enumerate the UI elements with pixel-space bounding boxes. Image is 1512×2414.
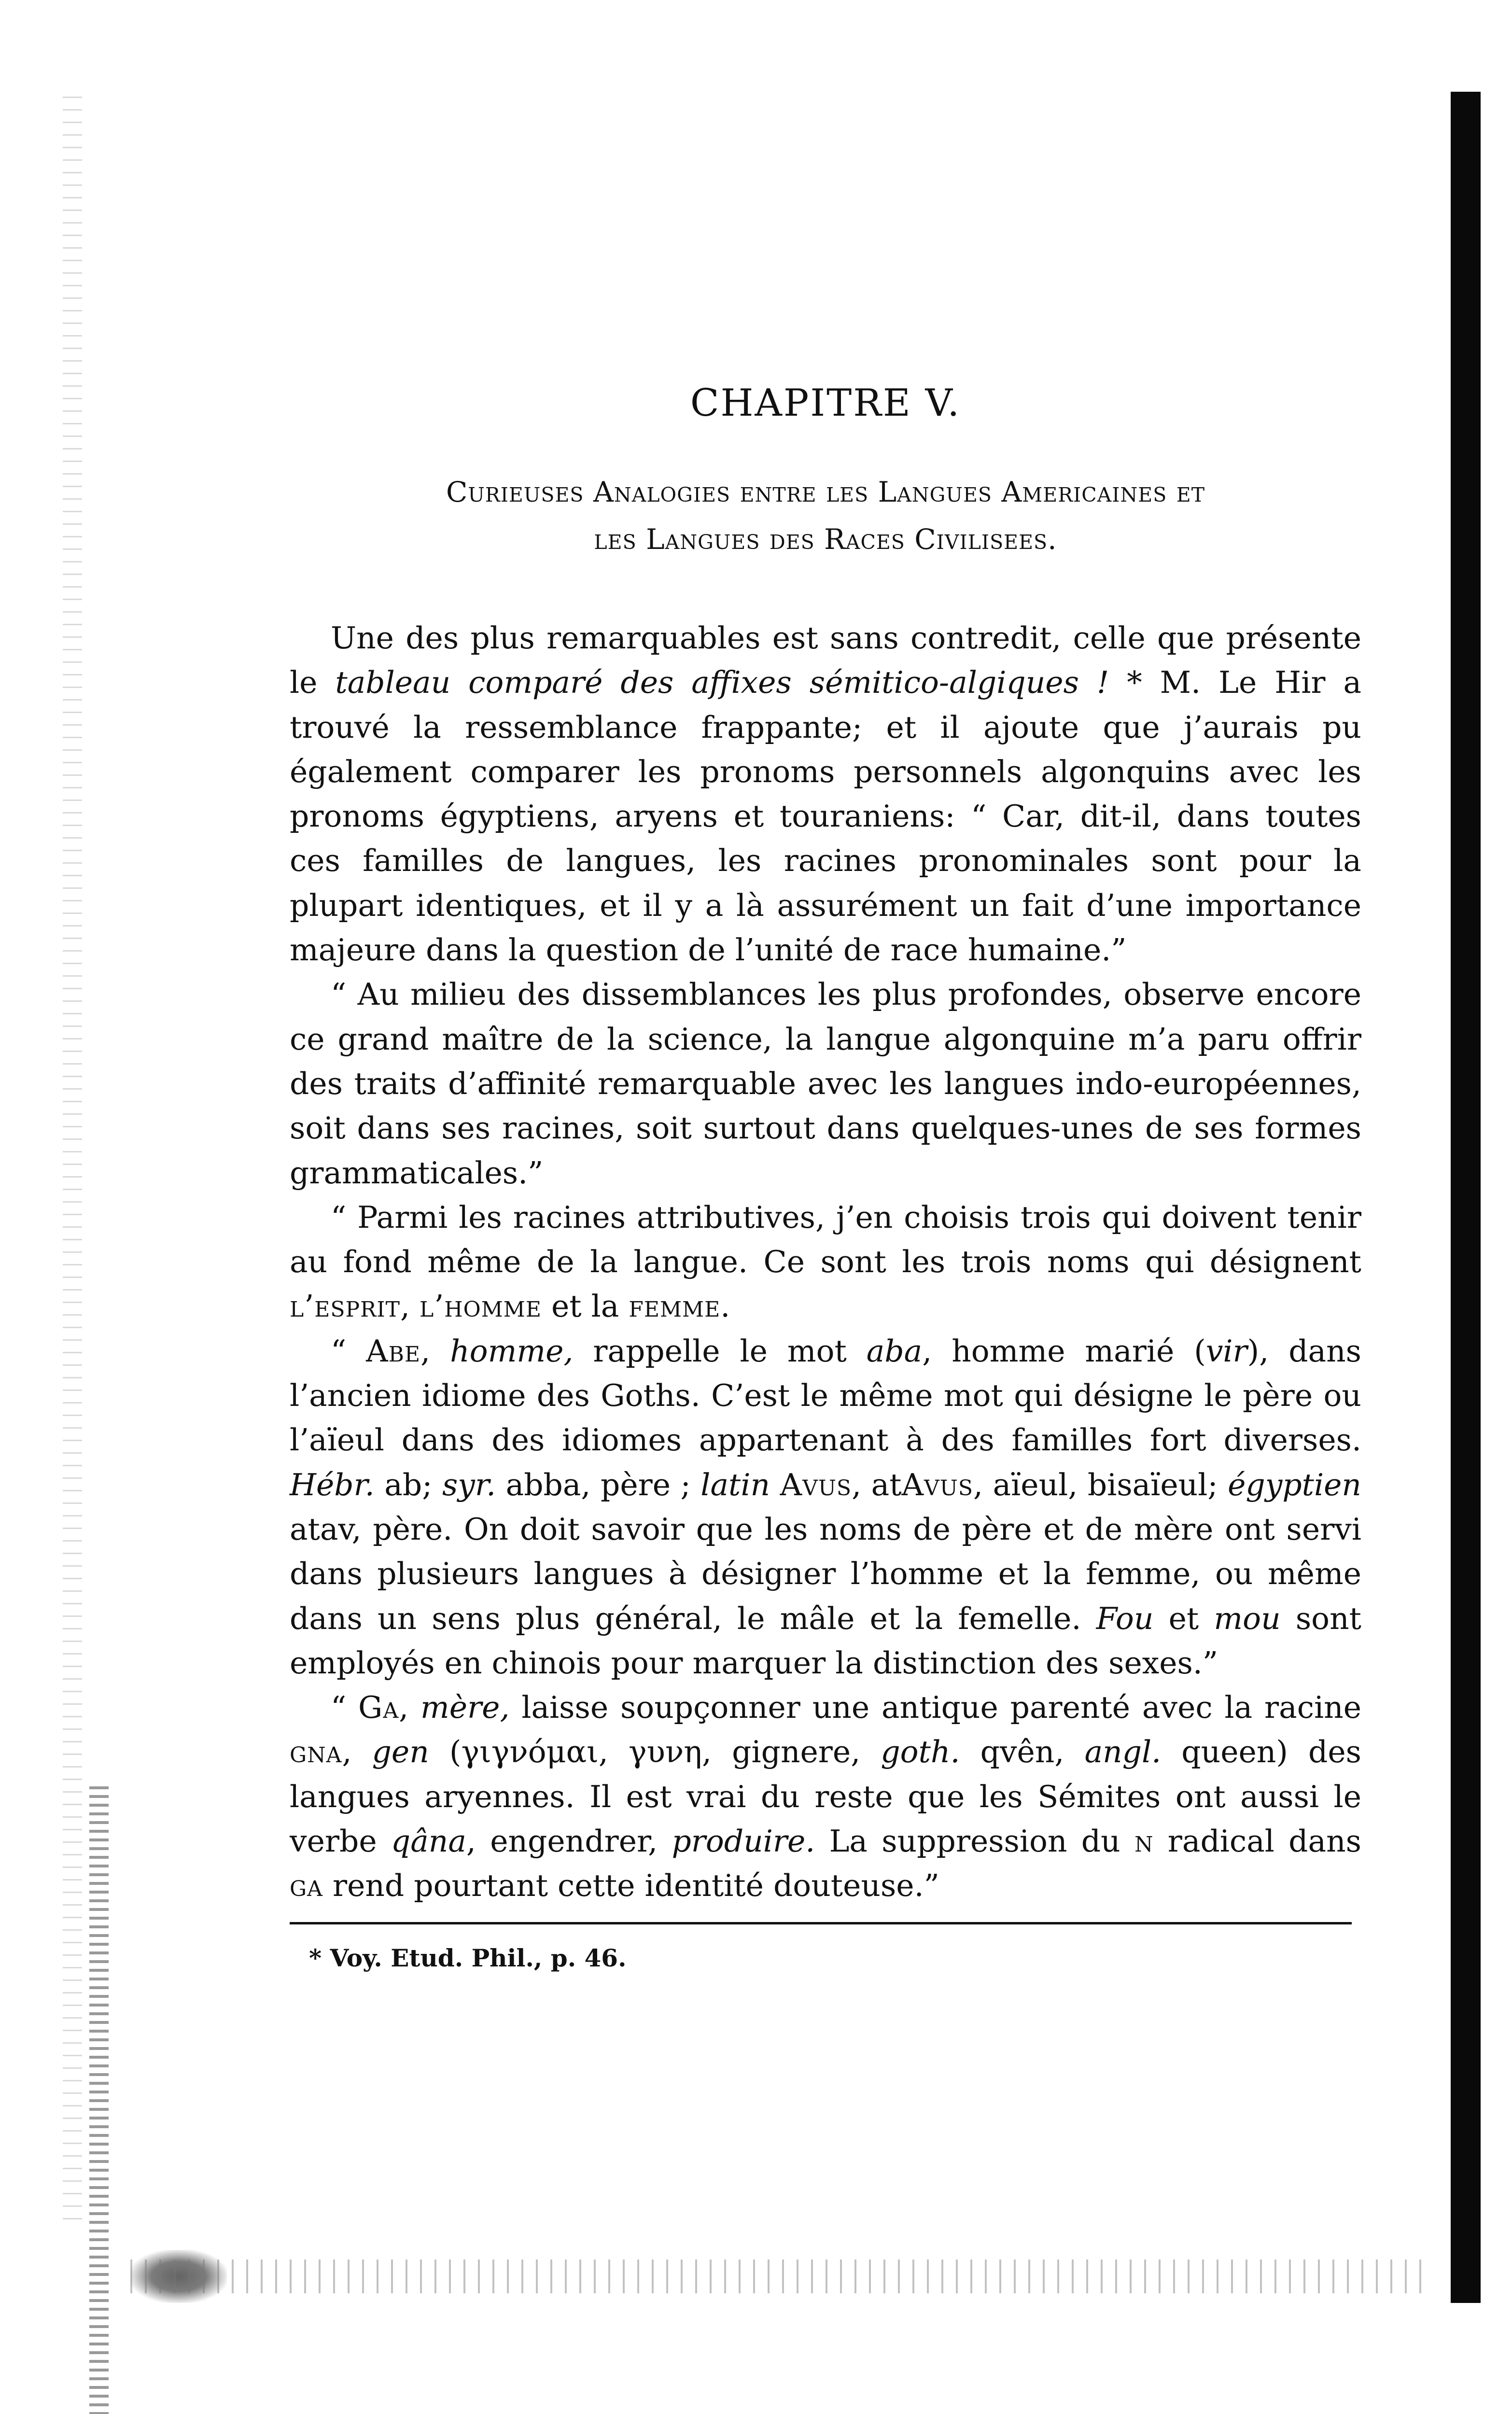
chapter-subtitle [290,468,1361,563]
text-run: “ [331,1690,359,1726]
text-run: ), dans l’ancien idiome des Goths. C’est le même mot qui désigne le père ou l’aïeul dans des idiomes appartenant à des familles fort diverses. [290,1333,1362,1458]
text-run: . [720,1289,730,1324]
footnote-rule [290,1922,1352,1924]
emphasis: latin [700,1467,770,1502]
small-caps: Ga [358,1690,399,1726]
text-run: , engendrer, [466,1824,672,1859]
small-caps: Abe [366,1333,421,1369]
small-caps: gna [290,1734,342,1770]
small-caps: Avus [901,1467,974,1502]
text-run: * M. Le Hir a trouvé la ressemblance frappante; et il ajoute que j’aurais pu également comparer les pronoms personnels algonquins avec les pronoms égyptiens, aryens et touraniens: “ Car, dit-il, dans toutes ces familles de langues, les racines pronominales sont pour la plupart identiques, et il y a là assurément un fait d’une importance majeure dans la question de l’unité de race humaine.” [290,665,1362,968]
text-run: queen) des langues aryennes. Il est vrai du reste que les Sémites ont aussi le verbe [290,1734,1361,1859]
text-run: sont employés en chinois pour marquer la distinction des sexes.” [290,1600,1361,1681]
small-caps: femme [629,1289,721,1324]
text-run: La suppression du [815,1824,1134,1859]
paragraph-1 [290,616,1361,972]
text-run: , homme marié ( [922,1333,1206,1369]
emphasis: mère, [420,1690,510,1726]
subtitle-line-1: Curieuses Analogies entre les Langues Americaines et [446,476,1205,508]
text-run [770,1467,780,1502]
paragraph-5 [290,1685,1361,1908]
text-run: abba, père ; [496,1467,701,1502]
text-run: “ Parmi les racines attributives, j’en choisis trois qui doivent tenir au fond même de la langue. Ce sont les trois noms qui désignent [290,1199,1361,1280]
text-run: et [1153,1600,1214,1636]
text-run: (γιγνόμαι, γυνη, gignere, [429,1734,881,1770]
emphasis: angl. [1084,1734,1162,1770]
emphasis: gen [372,1734,429,1770]
chapter-title: CHAPITRE V. [690,381,961,425]
text-run: radical dans [1153,1824,1361,1859]
text-run: rend pourtant cette identité douteuse.” [322,1868,939,1904]
text-run: , [399,1690,421,1726]
emphasis: qâna [391,1824,466,1859]
emphasis: goth. [881,1734,960,1770]
emphasis: mou [1214,1600,1281,1636]
emphasis: égyptien [1228,1467,1361,1502]
emphasis: tableau comparé des affixes sémitico-algiques ! [335,665,1109,701]
text-run: Une des plus remarquables est sans contredit, celle que présente le [290,620,1361,701]
subtitle-line-2: les Langues des Races Civilisees. [594,523,1057,556]
text-run: qvên, [960,1734,1085,1770]
small-caps: l’esprit [290,1289,400,1324]
binding-noise-dark [89,1786,109,2414]
emphasis: Fou [1096,1600,1154,1636]
small-caps: l’homme [420,1289,542,1324]
emphasis: Hébr. [290,1467,375,1502]
page-content [290,381,1361,1972]
text-run: , [420,1333,450,1369]
text-run: , at [852,1467,902,1502]
emphasis: aba [866,1333,923,1369]
small-caps: n [1134,1824,1154,1859]
paragraph-4 [290,1329,1361,1685]
small-caps: Avus [780,1467,852,1502]
emphasis: syr. [442,1467,496,1502]
footnote: * Voy. Etud. Phil., p. 46. [309,1943,627,1972]
text-run: rappelle le mot [573,1333,867,1369]
paragraph-3 [290,1195,1361,1329]
text-run: et la [541,1289,629,1324]
emphasis: produire. [672,1824,815,1859]
text-run: , aïeul, bisaïeul; [973,1467,1228,1502]
paragraph-2: “ Au milieu des dissemblances les plus profondes, observe encore ce grand maître de la science, la langue algonquine m’a paru offrir des traits d’affinité remarquable avec les langues indo-européennes, soit dans ses racines, soit surtout dans quelques-unes de ses formes grammaticales.” [290,977,1361,1191]
text-run: , [400,1289,420,1324]
binding-noise [63,97,82,2221]
text-run: laisse soupçonner une antique parenté avec la racine [509,1690,1361,1726]
text-run: atav, père. On doit savoir que les noms de père et de mère ont servi dans plusieurs langues à désigner l’homme et la femme, ou même dans un sens plus général, le mâle et la femelle. [290,1511,1361,1636]
emphasis: vir [1205,1333,1247,1369]
small-caps: ga [290,1868,323,1904]
text-run: ab; [374,1467,442,1502]
text-run: , [342,1734,372,1770]
bottom-edge-noise [130,2260,1434,2293]
text-run: “ [331,1333,366,1369]
page-edge-bar [1451,92,1481,2303]
emphasis: homme, [450,1333,574,1369]
